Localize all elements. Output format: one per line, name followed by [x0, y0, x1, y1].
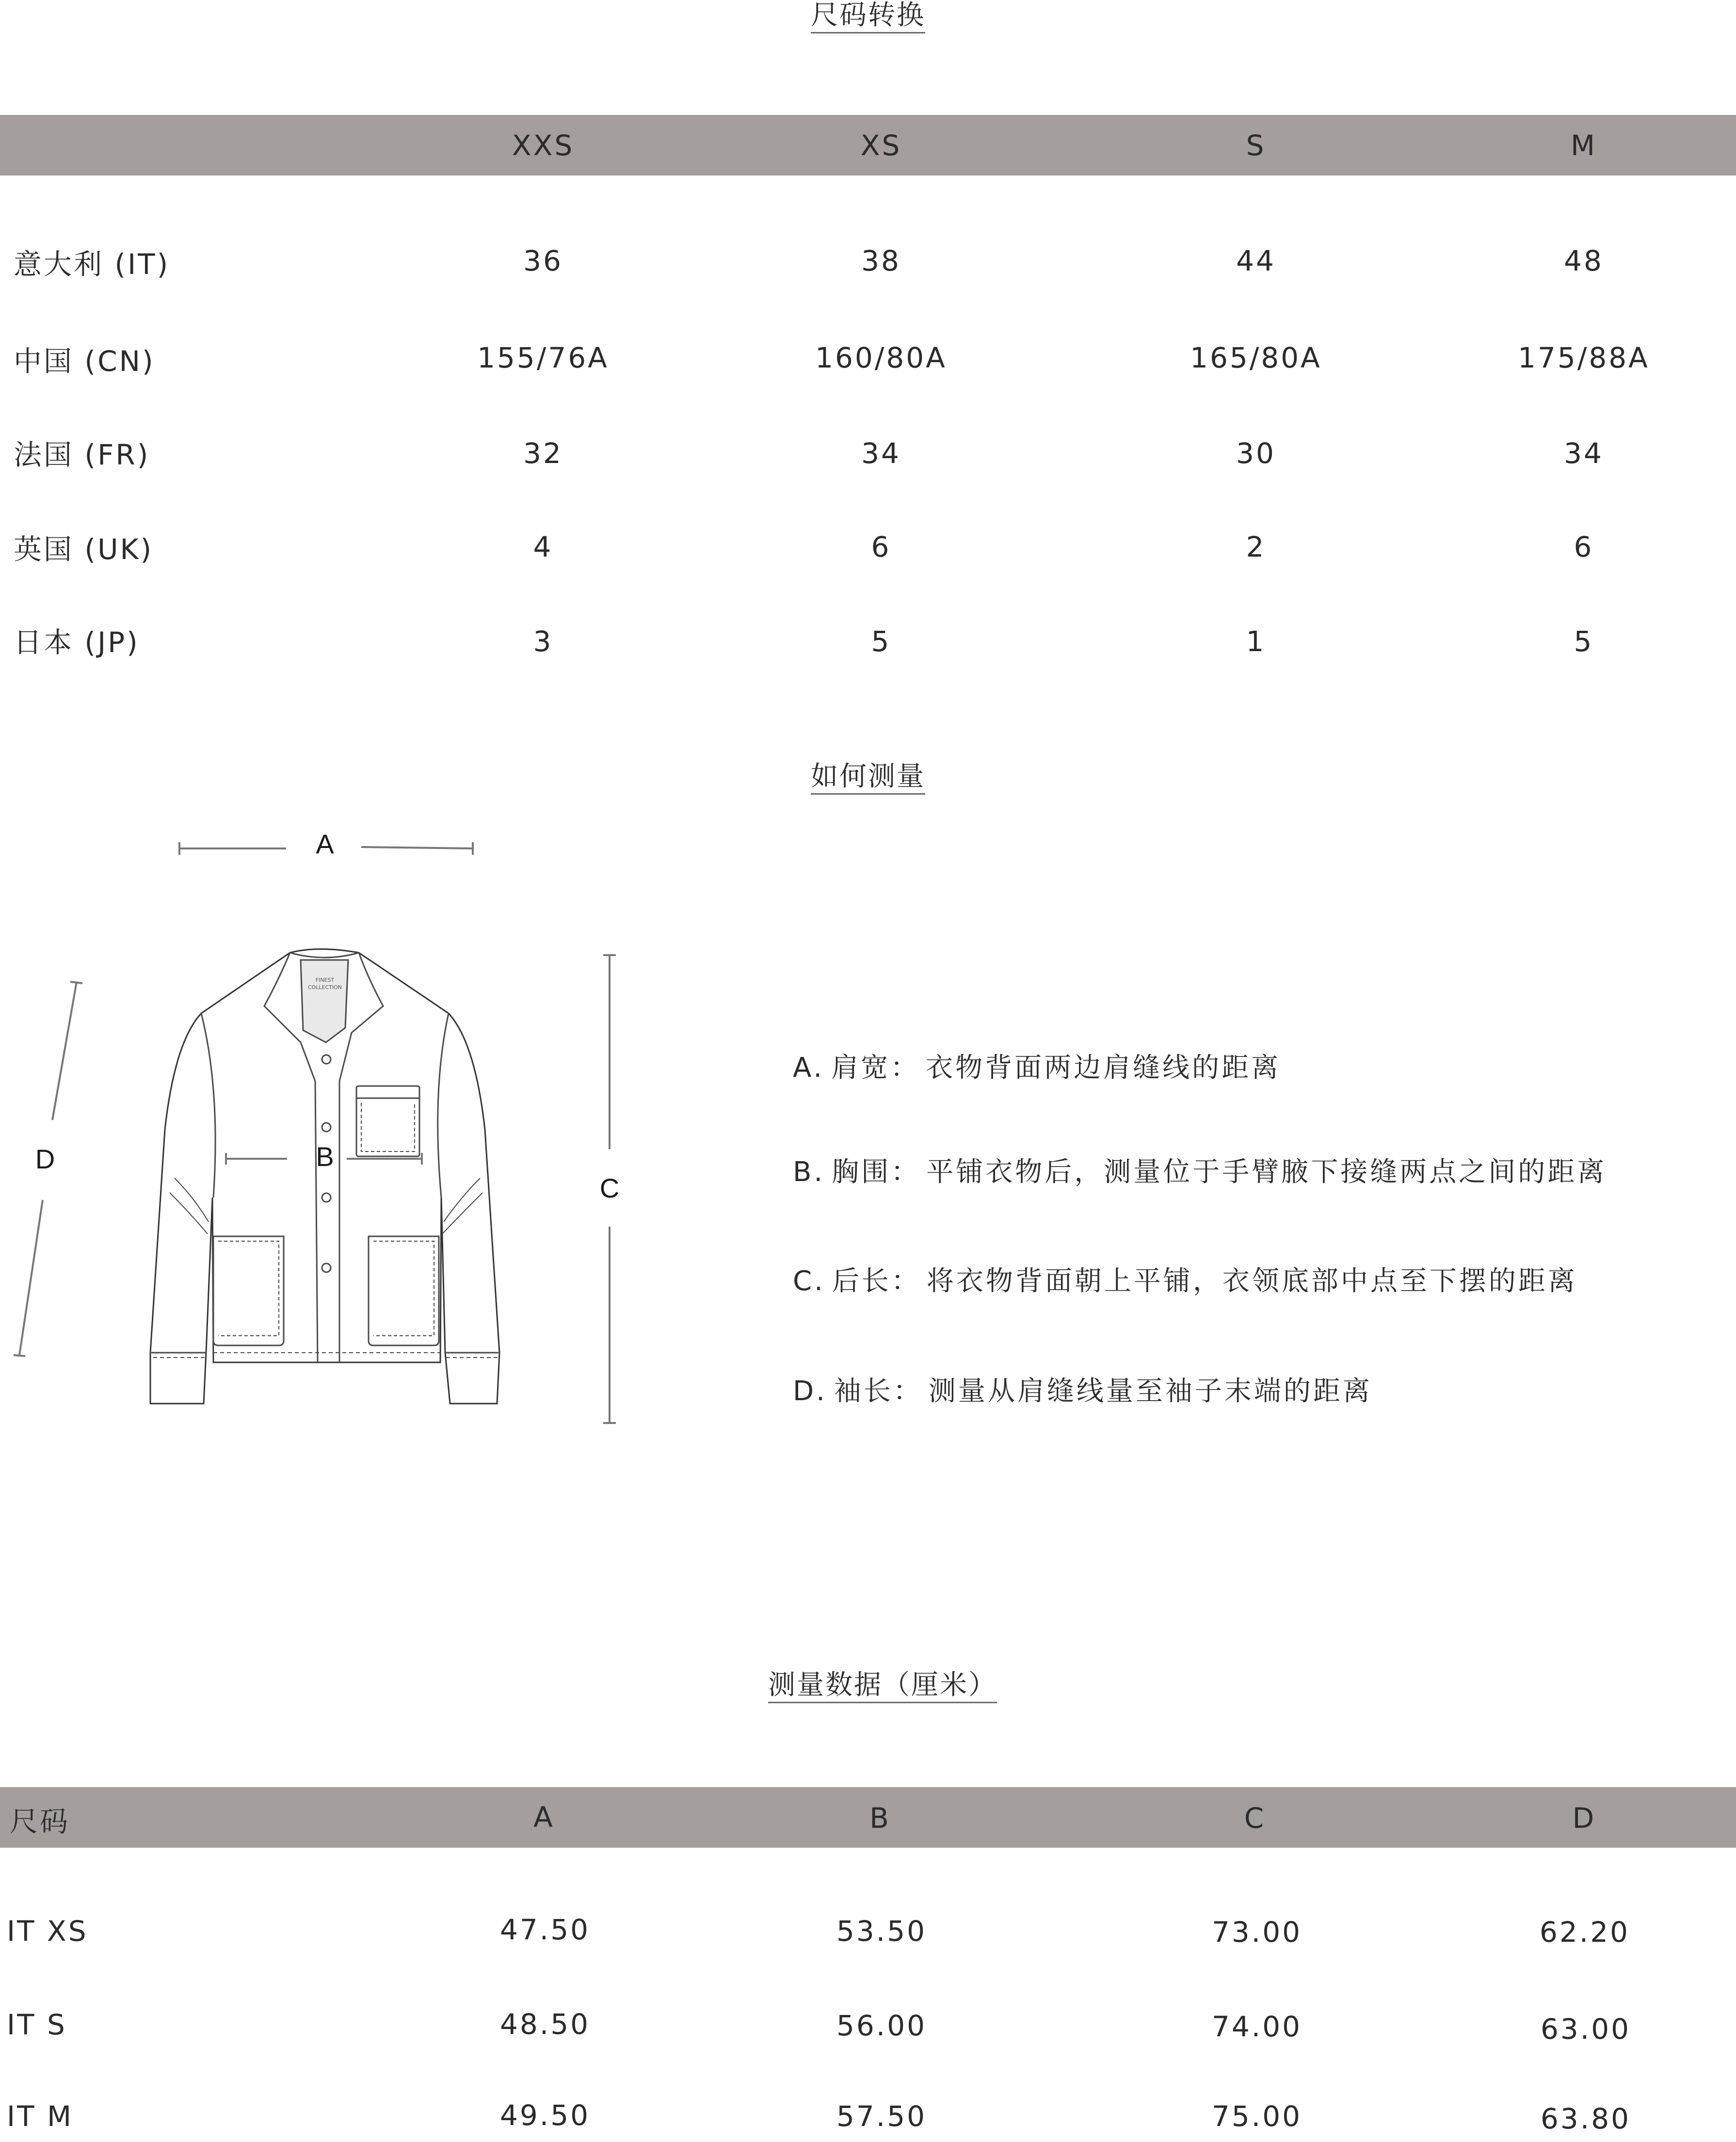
table-cell: 3	[533, 625, 553, 658]
table-cell: 75.00	[1211, 2100, 1302, 2133]
table-cell: 6	[871, 530, 891, 563]
garment-tag-line: FINEST	[315, 977, 335, 983]
table-cell: 74.00	[1211, 2010, 1302, 2043]
column-header: D	[1572, 1802, 1596, 1835]
table-cell: 48.50	[499, 2008, 591, 2041]
button-dot	[322, 1055, 331, 1064]
table-cell: 6	[1574, 530, 1594, 563]
table-cell: 155/76A	[477, 341, 609, 374]
table-cell: 56.00	[836, 2009, 927, 2042]
table-cell: 160/80A	[815, 341, 947, 374]
size-label: IT XS	[7, 1915, 88, 1948]
jacket-diagram	[0, 795, 679, 1445]
table-cell: 5	[1574, 625, 1594, 658]
column-header: C	[1244, 1802, 1266, 1835]
measure-line-d	[52, 982, 77, 1120]
column-header: M	[1570, 129, 1597, 162]
table-cell: 175/88A	[1518, 341, 1650, 374]
row-label-it: 意大利 (IT)	[14, 248, 170, 281]
row-label-fr: 法国 (FR)	[14, 438, 150, 471]
column-header: B	[869, 1802, 891, 1835]
row-label-uk: 英国 (UK)	[14, 533, 154, 566]
table-cell: 2	[1246, 530, 1266, 563]
header-size-label: 尺码	[10, 1805, 70, 1838]
row-label-cn: 中国 (CN)	[14, 345, 155, 378]
table-cell: 47.50	[499, 1913, 591, 1946]
size-conversion-title: 尺码转换	[0, 2, 1736, 33]
column-header: XS	[860, 129, 902, 162]
table-cell: 73.00	[1211, 1916, 1302, 1949]
table-cell: 32	[523, 437, 563, 470]
column-header: S	[1246, 129, 1266, 162]
table-cell: 48	[1564, 244, 1604, 277]
table-cell: 34	[1564, 437, 1604, 470]
size-label: IT M	[7, 2100, 74, 2133]
column-header: A	[533, 1801, 555, 1834]
size-label: IT S	[7, 2008, 67, 2041]
table-cell: 36	[523, 244, 563, 277]
measurements-header	[0, 1787, 1736, 1848]
measure-item-b: B. 胸围： 平铺衣物后，测量位于手臂腋下接缝两点之间的距离	[793, 1156, 1607, 1188]
table-cell: 63.00	[1540, 2013, 1631, 2046]
how-to-measure-title: 如何测量	[0, 763, 1736, 795]
measure-item-c: C. 后长： 将衣物背面朝上平铺，衣领底部中点至下摆的距离	[793, 1265, 1577, 1297]
table-cell: 62.20	[1539, 1916, 1630, 1949]
table-cell: 5	[871, 625, 891, 658]
measure-item-a: A. 肩宽： 衣物背面两边肩缝线的距离	[793, 1052, 1281, 1084]
measure-item-d: D. 袖长： 测量从肩缝线量至袖子末端的距离	[793, 1375, 1372, 1407]
table-cell: 4	[533, 530, 553, 563]
garment-tag-line: COLLECTION	[307, 984, 342, 991]
diagram-label-a: A	[316, 829, 334, 859]
table-cell: 63.80	[1540, 2102, 1631, 2135]
diagram-label-c: C	[599, 1173, 620, 1203]
table-cell: 57.50	[836, 2100, 927, 2133]
table-cell: 38	[861, 244, 901, 277]
table-cell: 44	[1236, 244, 1276, 277]
table-cell: 49.50	[499, 2099, 591, 2132]
table-cell: 30	[1236, 437, 1276, 470]
button-dot	[322, 1193, 331, 1202]
table-cell: 165/80A	[1190, 341, 1322, 374]
table-cell: 34	[861, 437, 901, 470]
diagram-label-d: D	[35, 1144, 55, 1174]
table-cell: 53.50	[836, 1915, 927, 1948]
row-label-jp: 日本 (JP)	[14, 626, 140, 659]
measurements-title: 测量数据（厘米）	[0, 1672, 1736, 1703]
button-dot	[322, 1263, 331, 1272]
table-cell: 1	[1246, 625, 1266, 658]
column-header: XXS	[512, 129, 575, 162]
diagram-label-b: B	[316, 1141, 334, 1172]
button-dot	[322, 1123, 331, 1132]
